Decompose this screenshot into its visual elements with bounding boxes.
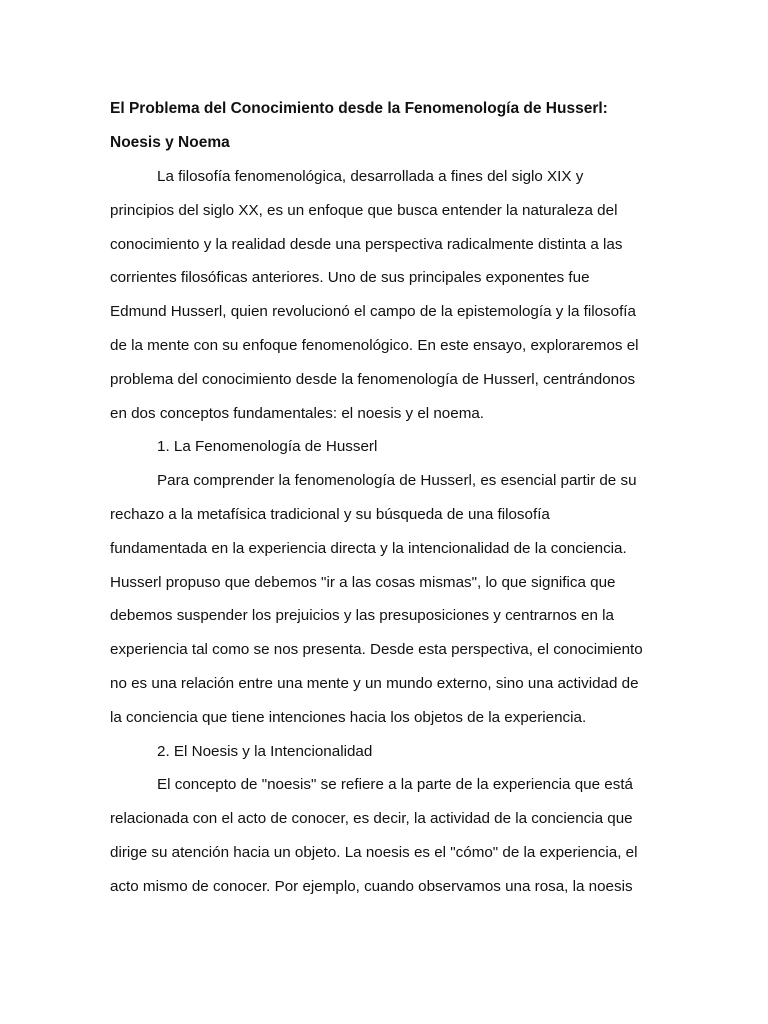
text-line: principios del siglo XX, es un enfoque que busca entender la naturaleza del: [110, 201, 618, 219]
section-heading-2: [110, 735, 650, 769]
heading-text: 1. La Fenomenología de Husserl: [157, 438, 378, 456]
section1-paragraph: [110, 464, 650, 498]
text-line: de la mente con su enfoque fenomenológico. En este ensayo, exploraremos el: [110, 336, 639, 354]
text-line: la conciencia que tiene intenciones hacia los objetos de la experiencia.: [110, 708, 587, 726]
title-line-1: El Problema del Conocimiento desde la Fenomenología de Husserl:: [110, 100, 608, 117]
text-line: conocimiento y la realidad desde una perspectiva radicalmente distinta a las: [110, 235, 623, 253]
document-body: [110, 160, 650, 904]
text-line: rechazo a la metafísica tradicional y su búsqueda de una filosofía: [110, 505, 550, 523]
text-line: Husserl propuso que debemos "ir a las cosas mismas", lo que significa que: [110, 573, 616, 591]
text-line: acto mismo de conocer. Por ejemplo, cuando observamos una rosa, la noesis: [110, 877, 633, 895]
title-line-2: Noesis y Noema: [110, 134, 230, 151]
section1-paragraph-cont: [110, 498, 650, 735]
text-line: Para comprender la fenomenología de Husserl, es esencial partir de su: [157, 472, 637, 490]
section2-paragraph-cont: [110, 802, 650, 903]
text-line: Edmund Husserl, quien revolucionó el campo de la epistemología y la filosofía: [110, 303, 636, 321]
section2-paragraph: [110, 768, 650, 802]
text-line: corrientes filosóficas anteriores. Uno de sus principales exponentes fue: [110, 269, 590, 287]
text-line: fundamentada en la experiencia directa y la intencionalidad de la conciencia.: [110, 539, 627, 557]
text-line: en dos conceptos fundamentales: el noesis y el noema.: [110, 404, 485, 422]
text-line: experiencia tal como se nos presenta. Desde esta perspectiva, el conocimiento: [110, 641, 643, 659]
heading-text: 2. El Noesis y la Intencionalidad: [157, 742, 373, 760]
text-line: El concepto de "noesis" se refiere a la parte de la experiencia que está: [157, 776, 633, 794]
text-line: debemos suspender los prejuicios y las presuposiciones y centrarnos en la: [110, 607, 614, 625]
document-title: [110, 92, 670, 160]
text-line: relacionada con el acto de conocer, es decir, la actividad de la conciencia que: [110, 810, 633, 828]
intro-paragraph-cont: [110, 194, 650, 431]
text-line: problema del conocimiento desde la fenomenología de Husserl, centrándonos: [110, 370, 636, 388]
section-heading-1: [110, 430, 650, 464]
intro-paragraph: [110, 160, 650, 194]
text-line: dirige su atención hacia un objeto. La noesis es el "cómo" de la experiencia, el: [110, 843, 638, 861]
text-line: La filosofía fenomenológica, desarrollada a fines del siglo XIX y: [157, 168, 584, 185]
text-line: no es una relación entre una mente y un mundo externo, sino una actividad de: [110, 674, 639, 692]
